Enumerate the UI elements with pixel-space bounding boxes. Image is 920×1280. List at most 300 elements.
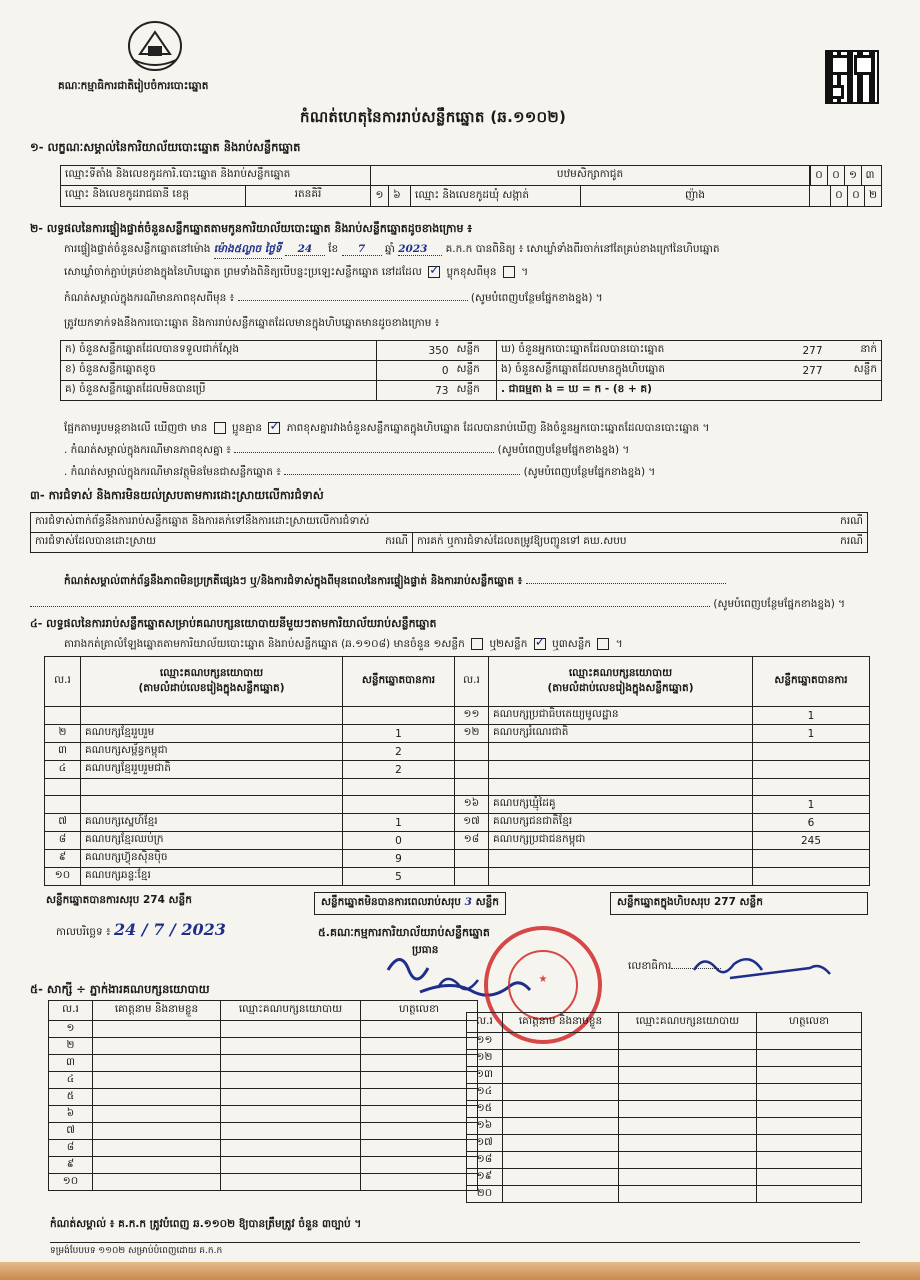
party-name: គណបក្សខ្មែររួបរួម: [81, 725, 343, 743]
table-row: [467, 1169, 862, 1186]
row-number: ២: [49, 1038, 93, 1055]
section3-heading: ៣- ការជំទាស់ និងការមិនយល់ស្របតាមការដោះស្រាយលើការជំទាស់: [30, 488, 324, 502]
table-row: [49, 1089, 478, 1106]
table-row: [49, 1106, 478, 1123]
code-digit: ០: [830, 186, 847, 206]
witness-name-field[interactable]: [93, 1174, 221, 1191]
party-votes: 1: [753, 707, 870, 725]
witness-name-field[interactable]: [503, 1033, 619, 1050]
form-title: កំណត់ហេតុនៃការរាប់សន្លឹកឆ្នោត (ឆ.១១០២): [300, 108, 567, 126]
seal-changed-label: ប្លុកខុសពីមុន: [446, 266, 497, 278]
witness-party-field[interactable]: [619, 1135, 757, 1152]
table-row: [61, 381, 882, 401]
witness-name-field[interactable]: [503, 1135, 619, 1152]
irregularity-note-label: កំណត់សម្គាល់ពាក់ព័ន្ធនឹងភាពមិនប្រក្រតីផ្សេងៗ ឬ/និងការជំទាស់ក្នុងពីមុនពេលនៃការផ្ទៀងផ្ទាត់ និងការរាប់សន្លឹកឆ្នោត ៖: [64, 575, 523, 587]
chair-label: ប្រធាន: [412, 944, 439, 956]
witness-party-field[interactable]: [619, 1067, 757, 1084]
row-number: [455, 850, 489, 868]
row-number: ១៤: [467, 1084, 503, 1101]
witness-name-field[interactable]: [93, 1157, 221, 1174]
irregularity-note-line2: [30, 598, 845, 613]
table-row: [61, 361, 882, 381]
total-invalid-box: [314, 892, 506, 915]
row-number: ៤: [49, 1072, 93, 1089]
spoiled-ballots-value: 0: [377, 361, 453, 381]
row-number: ១៧: [467, 1135, 503, 1152]
month-label: ខែ: [328, 243, 339, 255]
spoiled-ballots-label: ខ) ចំនួនសន្លឹកឆ្នោតខូច: [61, 361, 377, 381]
total-invalid-label: សន្លឹកឆ្នោតមិនបានការពេលរាប់សរុប: [321, 896, 461, 908]
difference-note2-hint: (សូមបំពេញបន្ថែមផ្នែកខាងខ្នង) ។: [497, 444, 630, 456]
witness-name-field[interactable]: [93, 1055, 221, 1072]
witness-name-field[interactable]: [503, 1152, 619, 1169]
witness-name-field[interactable]: [503, 1186, 619, 1203]
table-row: [45, 832, 870, 850]
year-label: ឆ្នាំ: [384, 243, 395, 255]
party-name: គណបក្សស្នេហ៍ខ្មែរ: [81, 814, 343, 832]
nec-emblem-logo: [126, 20, 184, 72]
witness-name-field[interactable]: [93, 1106, 221, 1123]
code-digit: ៦: [388, 186, 405, 206]
form-note: ទម្រង់បែបបទ ១១០២ សម្រាប់បំពេញដោយ គ.ក.ក: [50, 1242, 860, 1258]
party-name: [489, 743, 753, 761]
witness-party-field[interactable]: [221, 1038, 361, 1055]
unit-label: សន្លឹក: [453, 361, 497, 381]
unit-label: ករណី: [698, 513, 868, 533]
row-number: [45, 779, 81, 796]
party-name: គណបក្សហ៊្វុនស៊ិនប៉ិច: [81, 850, 343, 868]
col-header-no: ល.រ: [467, 1013, 503, 1033]
resolved-complaints-label: ការជំទាស់ដែលបានដោះស្រាយ: [31, 533, 273, 553]
row-number: ១៦: [455, 796, 489, 814]
row-number: ១៥: [467, 1101, 503, 1118]
difference-note2-field[interactable]: [234, 452, 494, 453]
table-row: [49, 1157, 478, 1174]
party-votes: [343, 707, 455, 725]
witness-party-field[interactable]: [221, 1021, 361, 1038]
province-label: ឈ្មោះ និងលេខកូដរាជធានី ខេត្ត: [61, 186, 246, 206]
party-votes: 2: [343, 743, 455, 761]
unit-label: សន្លឹក: [827, 361, 882, 381]
table-row: [49, 1038, 478, 1055]
party-name: [489, 761, 753, 779]
seal-intact-checkbox[interactable]: [428, 266, 440, 278]
section1-table: [60, 165, 882, 207]
witness-party-field[interactable]: [221, 1140, 361, 1157]
date-label: កាលបរិច្ឆេទ ៖: [56, 926, 111, 938]
witness-party-field[interactable]: [221, 1157, 361, 1174]
footnote: កំណត់សម្គាល់ ៖ គ.ក.ក ត្រូវបំពេញ ឆ.១១០២ ឱ្យបានត្រឹមត្រូវ ចំនួន ៣ច្បាប់ ។: [50, 1218, 362, 1230]
witness-signature-field[interactable]: [757, 1118, 862, 1135]
difference-description: ភាពខុសគ្នារវាងចំនួនសន្លឹកឆ្នោតក្នុងហិបឆ្នោត ដែលបានរាប់ឃើញ និងចំនួនអ្នកបោះឆ្នោតដែលបានបោះឆ្នោត ។: [286, 422, 710, 434]
difference-note-line: [64, 292, 603, 307]
verification-day-handwritten: 24: [285, 243, 325, 256]
witness-signature-field[interactable]: [757, 1101, 862, 1118]
witness-table-right: [466, 1012, 862, 1203]
row-number: ៩: [45, 850, 81, 868]
witness-signature-field[interactable]: [361, 1038, 478, 1055]
forwarded-complaints-label: ការគក់ ឬការជំទាស់ដែលតម្រូវឱ្យបញ្ជូនទៅ គឃ.សបប: [413, 533, 698, 553]
witness-name-field[interactable]: [93, 1038, 221, 1055]
no-difference-checkbox[interactable]: [268, 422, 280, 434]
foreign-object-line: [64, 466, 655, 481]
complaints-table: [30, 512, 868, 553]
irregularity-note-field2[interactable]: [30, 606, 710, 607]
row-number: ១៣: [467, 1067, 503, 1084]
col-header-name: គោត្តនាម និងនាមខ្លួន: [503, 1013, 619, 1033]
col-header-votes: សន្លឹកឆ្នោតបានការ: [753, 657, 870, 707]
party-name: [489, 850, 753, 868]
party-name: គណបក្សខ្មែរឈប់ក្រ: [81, 832, 343, 850]
witness-name-field[interactable]: [503, 1169, 619, 1186]
agency-name: គណៈកម្មាធិការជាតិរៀបចំការបោះឆ្នោត: [58, 80, 209, 92]
sheet-count-line: តារាងកត់ត្រាលំឡែងឆ្នោតតាមការិយាល័យបោះឆ្នោត និងរាប់សន្លឹកឆ្នោត (ឆ.១១០៨) មានចំនួន ១សន្លឹក ឬ២សន្លឹក ✓ ឬ៣សន្លឹក ។: [64, 638, 623, 653]
witness-signature-field[interactable]: [361, 1106, 478, 1123]
unit-label: សន្លឹក: [453, 341, 497, 361]
code-digit: ៣: [861, 166, 878, 185]
witness-name-field[interactable]: [93, 1123, 221, 1140]
col-header-name: គោត្តនាម និងនាមខ្លួន: [93, 1001, 221, 1021]
section4-heading: ៤- លទ្ធផលនៃការរាប់សន្លឹកឆ្នោតសម្រាប់គណបក្សនយោបាយនីមួយៗតាមការិយាល័យរាប់សន្លឹកឆ្នោត: [30, 617, 437, 630]
ballots-received-value: 350: [377, 341, 453, 361]
col-header-party-label: ឈ្មោះគណបក្សនយោបាយ: [568, 666, 673, 679]
witness-name-field[interactable]: [93, 1140, 221, 1157]
qr-code-icon: [825, 50, 879, 104]
witness-name-field[interactable]: [93, 1072, 221, 1089]
row-number: ១៧: [455, 814, 489, 832]
party-name: គណបក្សឃ្មុំដៃគូ: [489, 796, 753, 814]
table-row: [45, 850, 870, 868]
witness-party-field[interactable]: [619, 1050, 757, 1067]
party-votes: [753, 868, 870, 886]
row-number: [455, 868, 489, 886]
witness-signature-field[interactable]: [757, 1169, 862, 1186]
table-row: [49, 1021, 478, 1038]
irregularity-note-field[interactable]: [526, 583, 726, 584]
secretary-signature: [690, 948, 840, 988]
witness-signature-field[interactable]: [757, 1135, 862, 1152]
party-name: [81, 796, 343, 814]
witness-signature-field[interactable]: [361, 1072, 478, 1089]
table-row: [45, 707, 870, 725]
table-row: [467, 1067, 862, 1084]
page-edge: [0, 1262, 920, 1280]
row-number: ១២: [455, 725, 489, 743]
sheet-2-label: ឬ២សន្លឹក: [489, 638, 528, 650]
witness-party-field[interactable]: [221, 1106, 361, 1123]
party-name: គណបក្សខ្មែររួបរួមជាតិ: [81, 761, 343, 779]
witness-party-field[interactable]: [619, 1186, 757, 1203]
party-name: គណបក្សរំណេរជាតិ: [489, 725, 753, 743]
sheet-2-checkbox[interactable]: [534, 638, 546, 650]
witness-party-field[interactable]: [221, 1072, 361, 1089]
witness-party-field[interactable]: [619, 1033, 757, 1050]
row-number: [455, 761, 489, 779]
foreign-object-hint: (សូមបំពេញបន្ថែមផ្នែកខាងខ្នង) ។: [523, 466, 656, 478]
witness-name-field[interactable]: [503, 1101, 619, 1118]
col-header-signature: ហត្ថលេខា: [361, 1001, 478, 1021]
party-votes: [753, 761, 870, 779]
date-handwritten: 24 / 7 / 2023: [113, 920, 226, 939]
row-number: ១២: [467, 1050, 503, 1067]
table-row: [467, 1152, 862, 1169]
code-digit: ២: [864, 186, 881, 206]
seal-line: សោឃ្លាំចាក់ភ្ជាប់គ្រប់ខាងក្នុងនៃហិបឆ្នោត ព្រមទាំងពិនិត្យបើបន្ទះប្រឡេះសន្លឹកឆ្នោត នៅដដែល ✓ ប្លុកខុសពីមុន ។: [64, 266, 528, 281]
witness-party-field[interactable]: [221, 1055, 361, 1072]
col-header-party: [489, 657, 753, 707]
witness-signature-field[interactable]: [361, 1089, 478, 1106]
verification-year-handwritten: 2023: [398, 243, 442, 256]
party-votes: [753, 743, 870, 761]
row-number: ៦: [49, 1106, 93, 1123]
row-number: ១០: [49, 1174, 93, 1191]
row-number: ២: [45, 725, 81, 743]
witness-name-field[interactable]: [503, 1118, 619, 1135]
party-votes: [343, 779, 455, 796]
difference-check-line: [64, 422, 709, 437]
party-name: [489, 779, 753, 796]
witness-party-field[interactable]: [619, 1084, 757, 1101]
table-row: [467, 1101, 862, 1118]
col-header-party: ឈ្មោះគណបក្សនយោបាយ: [619, 1013, 757, 1033]
witness-party-field[interactable]: [221, 1089, 361, 1106]
code-digit: ០: [827, 166, 844, 185]
col-header-votes: សន្លឹកឆ្នោតបានការ: [343, 657, 455, 707]
table-row: [45, 868, 870, 886]
commune-label: ឈ្មោះ និងលេខកូដឃុំ សង្កាត់: [411, 186, 581, 207]
party-name: គណបក្សសម្ព័ន្ធកម្ពុជា: [81, 743, 343, 761]
code-digit: ១: [844, 166, 861, 185]
witness-name-field[interactable]: [503, 1050, 619, 1067]
party-votes: 6: [753, 814, 870, 832]
party-votes: [753, 850, 870, 868]
witness-party-field[interactable]: [619, 1118, 757, 1135]
row-number: [45, 796, 81, 814]
irregularity-note-line: [64, 575, 726, 590]
row-number: ២០: [467, 1186, 503, 1203]
witness-signature-field[interactable]: [361, 1140, 478, 1157]
complaints-related-label: ការជំទាស់ពាក់ព័ន្ធនឹងការរាប់សន្លឹកឆ្នោត និងការគក់ទៅនឹងការដោះស្រាយលើការជំទាស់: [31, 513, 698, 533]
row-number: ៨: [45, 832, 81, 850]
date-line: [56, 920, 226, 941]
unused-ballots-label: គ) ចំនួនសន្លឹកឆ្នោតដែលមិនបានប្រើ: [61, 381, 377, 401]
total-ballots-in-box: សន្លឹកឆ្នោតក្នុងហិបសរុប 277 សន្លឹក: [610, 892, 868, 915]
party-name: [81, 707, 343, 725]
party-name: គណបក្សជនជាតិខ្មែរ: [489, 814, 753, 832]
table-intro: ត្រូវយកទាក់ទងនឹងការបោះឆ្នោត និងការរាប់សន្លឹកឆ្នោតដែលមានក្នុងហិបឆ្នោតមានដូចខាងក្រោម ៖: [64, 317, 440, 329]
province-cell: [61, 186, 371, 207]
difference-note-label: កំណត់សម្គាល់ក្នុងករណីមានភាពខុសពីមុន ៖: [64, 292, 235, 304]
ballots-in-box-value: 277: [747, 361, 827, 381]
col-header-party-label: ឈ្មោះគណបក្សនយោបាយ: [159, 666, 264, 679]
table-row: [45, 725, 870, 743]
witness-signature-field[interactable]: [361, 1055, 478, 1072]
party-votes: 0: [343, 832, 455, 850]
table-row: [45, 743, 870, 761]
code-digit: ១: [375, 189, 384, 201]
row-number: ១៨: [467, 1152, 503, 1169]
difference-note-field[interactable]: [238, 300, 468, 301]
party-name: គណបក្សប្រជាជនកម្ពុជា: [489, 832, 753, 850]
witness-party-field[interactable]: [221, 1174, 361, 1191]
col-header-party: [81, 657, 343, 707]
voters-voted-label: ឃ) ចំនួនអ្នកបោះឆ្នោតដែលបានបោះឆ្នោត: [497, 341, 747, 361]
code-digit: ០: [810, 166, 827, 185]
irregularity-note-hint: (សូមបំពេញបន្ថែមផ្នែកខាងខ្នង) ។: [713, 598, 846, 610]
committee-label: ៥.គណៈកម្មការការិយាល័យរាប់សន្លឹកឆ្នោត: [318, 926, 490, 939]
table-row: [45, 814, 870, 832]
row-number: ៣: [49, 1055, 93, 1072]
witness-signature-field[interactable]: [361, 1157, 478, 1174]
difference-note2-line: [64, 444, 629, 459]
party-votes: 5: [343, 868, 455, 886]
sheet-1-checkbox[interactable]: [471, 638, 483, 650]
commune-code: [810, 186, 882, 207]
col-header-no: ល.រ: [49, 1001, 93, 1021]
table-row: [49, 1174, 478, 1191]
row-number: ៨: [49, 1140, 93, 1157]
section5-heading: ៥- សាក្សី ÷ ភ្នាក់ងារគណបក្សនយោបាយ: [30, 982, 210, 996]
witness-signature-field[interactable]: [757, 1186, 862, 1203]
table-row: [467, 1118, 862, 1135]
party-results-table: [44, 656, 870, 886]
total-valid-ballots: សន្លឹកឆ្នោតបានការសរុប 274 សន្លឹក: [46, 894, 192, 906]
row-number: ១៦: [467, 1118, 503, 1135]
table-row: [467, 1135, 862, 1152]
col-header-no: ល.រ: [455, 657, 489, 707]
party-votes: [753, 779, 870, 796]
table-row: [45, 779, 870, 796]
province-name: រតនគិរី: [294, 188, 322, 200]
party-votes: 1: [343, 725, 455, 743]
verification-month-handwritten: 7: [342, 243, 382, 256]
row-number: [455, 743, 489, 761]
party-votes: 1: [753, 796, 870, 814]
polling-station-label: ឈ្មោះទីតាំង និងលេខកូដការិ.បោះឆ្នោត និងរាប់សន្លឹកឆ្នោត: [61, 166, 371, 186]
witness-name-field[interactable]: [503, 1067, 619, 1084]
party-votes: 245: [753, 832, 870, 850]
verification-time-handwritten: ម៉ោង៥ល្ងាច ថ្ងៃទី: [214, 243, 282, 259]
row-number: ៩: [49, 1157, 93, 1174]
witness-signature-field[interactable]: [361, 1021, 478, 1038]
witness-signature-field[interactable]: [757, 1084, 862, 1101]
ballots-in-box-label: ង) ចំនួនសន្លឹកឆ្នោតដែលមានក្នុងហិបឆ្នោត: [497, 361, 747, 381]
row-number: ១៩: [467, 1169, 503, 1186]
witness-party-field[interactable]: [619, 1169, 757, 1186]
witness-name-field[interactable]: [93, 1021, 221, 1038]
has-difference-checkbox[interactable]: [214, 422, 226, 434]
voters-voted-value: 277: [747, 341, 827, 361]
difference-check-label: ផ្អែកតាមរូបមន្តខាងលើ ឃើញថា មាន: [64, 422, 208, 434]
row-number: ១១: [455, 707, 489, 725]
witness-signature-field[interactable]: [757, 1050, 862, 1067]
witness-party-field[interactable]: [619, 1101, 757, 1118]
unused-ballots-value: 73: [377, 381, 453, 401]
row-number: [455, 779, 489, 796]
table-row: [467, 1033, 862, 1050]
section1-heading: ១- លក្ខណៈសម្គាល់នៃការិយាល័យបោះឆ្នោត និងរាប់សន្លឹកឆ្នោត: [30, 140, 301, 154]
table-row: [49, 1140, 478, 1157]
party-votes: 1: [343, 814, 455, 832]
table-row: [45, 761, 870, 779]
table-row: [31, 533, 868, 553]
foreign-object-label: . កំណត់សម្គាល់ក្នុងករណីមានវត្ថុមិនមែនជាសន្លឹកឆ្នោត ៖: [64, 466, 281, 478]
table-row: [49, 1072, 478, 1089]
witness-party-field[interactable]: [221, 1123, 361, 1140]
witness-table-left: [48, 1000, 478, 1191]
witness-signature-field[interactable]: [361, 1174, 478, 1191]
unit-label: ករណី: [273, 533, 413, 553]
unit-label: សន្លឹក: [453, 381, 497, 401]
row-number: ៣: [45, 743, 81, 761]
party-name: [81, 779, 343, 796]
witness-signature-field[interactable]: [757, 1033, 862, 1050]
row-number: ១០: [45, 868, 81, 886]
seal-changed-checkbox[interactable]: [503, 266, 515, 278]
secretary-label: លេខាធិការ: [628, 960, 672, 972]
commune-name: ញ៉ាង: [581, 186, 810, 207]
row-number: ៧: [49, 1123, 93, 1140]
verification-statement: គ.ក.ក បានពិនិត្យ ៖ សោឃ្លាំទាំងពីរចាក់នៅតែគ្រប់ខាងក្រៅនៃហិបឆ្នោត: [445, 243, 720, 255]
party-votes: 9: [343, 850, 455, 868]
party-name: គណបក្សឆន្ទៈខ្មែរ: [81, 868, 343, 886]
official-red-stamp: ★: [484, 926, 602, 1044]
unit-label: ករណី: [698, 533, 868, 553]
table-row: [49, 1123, 478, 1140]
witness-name-field[interactable]: [93, 1089, 221, 1106]
ballot-count-table: [60, 340, 882, 401]
difference-note-hint: (សូមបំពេញបន្ថែមផ្នែកខាងខ្នង) ។: [470, 292, 603, 304]
party-votes: [343, 796, 455, 814]
verification-time-label: ការផ្ទៀងផ្ទាត់ចំនួនសន្លឹកឆ្នោតនៅម៉ោង: [64, 243, 211, 255]
ballots-received-label: ក) ចំនួនសន្លឹកឆ្នោតដែលបានទទួលជាក់ស្តែង: [61, 341, 377, 361]
table-row: [45, 796, 870, 814]
table-row: [61, 341, 882, 361]
row-number: ១៨: [455, 832, 489, 850]
row-number: ៧: [45, 814, 81, 832]
table-row: [49, 1055, 478, 1072]
witness-name-field[interactable]: [503, 1084, 619, 1101]
col-header-no: ល.រ: [45, 657, 81, 707]
witness-signature-field[interactable]: [361, 1123, 478, 1140]
province-code: [371, 186, 411, 207]
witness-party-field[interactable]: [619, 1152, 757, 1169]
table-row: [467, 1084, 862, 1101]
row-number: ៤: [45, 761, 81, 779]
col-header-party: ឈ្មោះគណបក្សនយោបាយ: [221, 1001, 361, 1021]
witness-signature-field[interactable]: [757, 1067, 862, 1084]
col-header-signature: ហត្ថលេខា: [757, 1013, 862, 1033]
formula-text: . ជាធម្មតា ង = ឃ = ក - (ខ + គ): [497, 381, 882, 401]
row-number: [45, 707, 81, 725]
row-number: ១១: [467, 1033, 503, 1050]
difference-note2-label: . កំណត់សម្គាល់ក្នុងករណីមានភាពខុសគ្នា ៖: [64, 444, 231, 456]
section2-heading: ២- លទ្ធផលនៃការផ្ទៀងផ្ទាត់ចំនួនសន្លឹកឆ្នោតតាមកូនការិយាល័យបោះឆ្នោត និងរាប់សន្លឹកឆ្នោតដូចខាងក្រោម ៖: [30, 222, 473, 235]
witness-signature-field[interactable]: [757, 1152, 862, 1169]
party-votes: 1: [753, 725, 870, 743]
party-votes: 2: [343, 761, 455, 779]
sheet-count-label: តារាងកត់ត្រាលំឡែងឆ្នោតតាមការិយាល័យបោះឆ្នោត និងរាប់សន្លឹកឆ្នោត (ឆ.១១០៨) មានចំនួន ១សន្លឹក: [64, 638, 465, 650]
table-row: [467, 1050, 862, 1067]
sheet-3-label: ឬ៣សន្លឹក: [552, 638, 592, 650]
party-name: គណបក្សប្រជាធិបតេយ្យមូលដ្ឋាន: [489, 707, 753, 725]
sheet-3-checkbox[interactable]: [597, 638, 609, 650]
col-header-party-sub: (តាមលំដាប់លេខរៀងក្នុងសន្លឹកឆ្នោត): [138, 681, 285, 694]
table-row: [467, 1186, 862, 1203]
foreign-object-field[interactable]: [284, 474, 520, 475]
verification-line: [64, 243, 720, 259]
code-digit: ០: [847, 186, 864, 206]
